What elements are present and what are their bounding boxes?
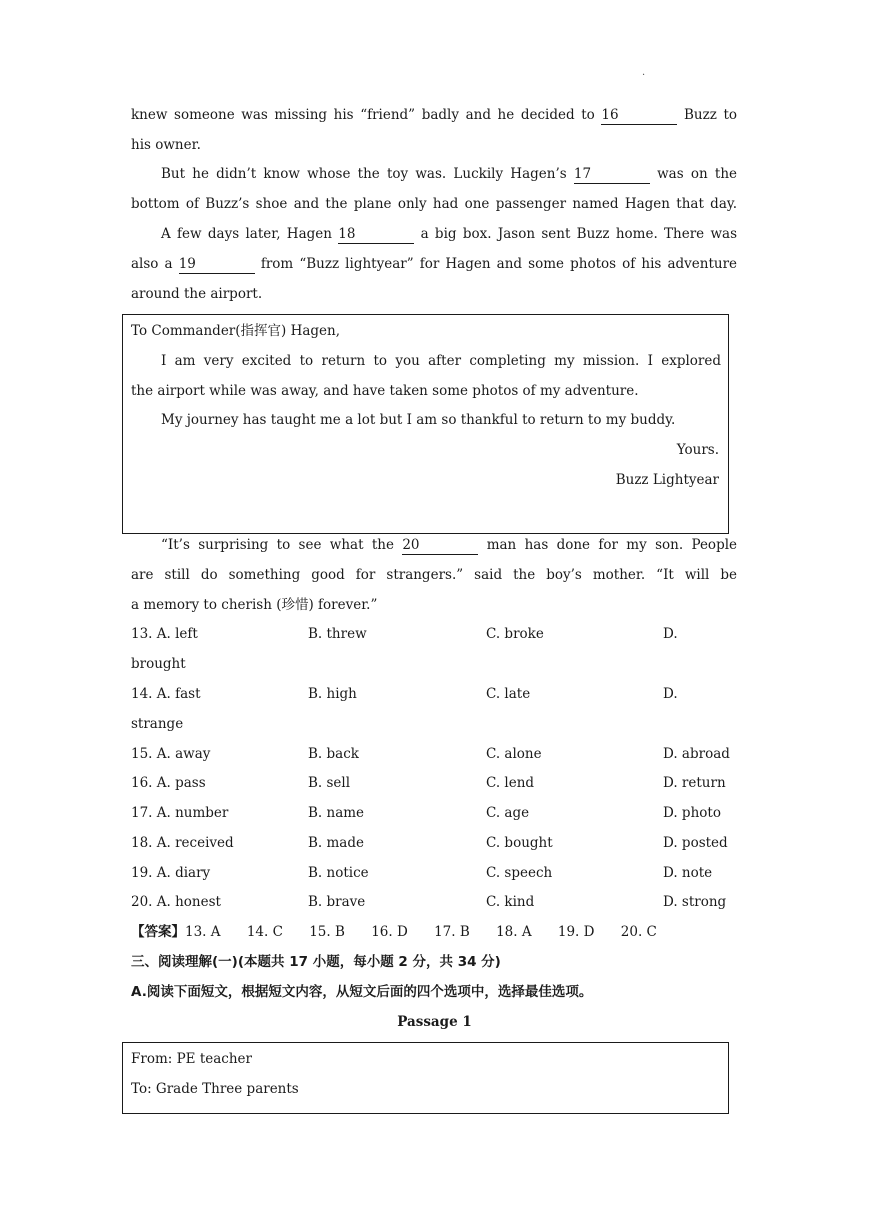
option-b: B. back: [308, 746, 359, 762]
page-marker: ·: [642, 70, 646, 81]
passage-line: around the airport.: [131, 286, 263, 302]
blank-19: 19: [179, 255, 255, 274]
option-b: B. name: [308, 805, 365, 821]
option-b: B. threw: [308, 626, 367, 642]
letter-closing: Yours.: [676, 442, 719, 458]
passage-text: from “Buzz lightyear” for Hagen and some photos of his adventure: [260, 256, 738, 272]
option-c: C. lend: [486, 775, 535, 791]
passage-line: a memory to cherish (珍惜) forever.”: [131, 597, 378, 613]
option-d: D.: [663, 626, 678, 642]
letter-greeting: To Commander(指挥官) Hagen,: [131, 323, 341, 339]
option-c: C. broke: [486, 626, 544, 642]
answer-item: 18. A: [496, 924, 532, 940]
passage-text: was on the: [657, 166, 738, 182]
option-a: 18. A. received: [131, 835, 234, 851]
letter-line: I am very excited to return to you after completing my mission. I explored: [161, 353, 721, 369]
option-a: 14. A. fast: [131, 686, 201, 702]
answer-item: 20. C: [620, 924, 657, 940]
option-d: D. photo: [663, 805, 721, 821]
notice-box: [122, 1042, 729, 1114]
passage-line: [161, 164, 737, 184]
answer-label: 【答案】: [131, 924, 185, 940]
option-c: C. bought: [486, 835, 553, 851]
option-d-text: brought: [131, 656, 186, 672]
passage-text: But he didn’t know whose the toy was. Luckily Hagen’s: [161, 166, 567, 182]
option-c: C. late: [486, 686, 531, 702]
option-d: D. strong: [663, 894, 727, 910]
section-heading: 三、阅读理解(一)(本题共 17 小题，每小题 2 分，共 34 分): [131, 954, 501, 970]
option-c: C. alone: [486, 746, 542, 762]
option-d: D. return: [663, 775, 726, 791]
passage-line: [131, 254, 737, 274]
passage-text: knew someone was missing his “friend” badly and he decided to: [131, 107, 595, 123]
notice-to: To: Grade Three parents: [131, 1081, 299, 1097]
passage-line: are still do something good for strangers.” said the boy’s mother. “It will be: [131, 567, 737, 583]
blank-20: 20: [402, 536, 478, 555]
answer-key: [131, 922, 657, 942]
blank-18: 18: [338, 225, 414, 244]
section-instruction: A.阅读下面短文，根据短文内容，从短文后面的四个选项中，选择最佳选项。: [131, 984, 593, 1000]
option-c: C. speech: [486, 865, 553, 881]
option-c: C. age: [486, 805, 530, 821]
option-c: C. kind: [486, 894, 535, 910]
passage-line: his owner.: [131, 137, 201, 153]
passage-text: Buzz to: [684, 107, 737, 123]
answer-item: 17. B: [434, 924, 470, 940]
passage-line: bottom of Buzz’s shoe and the plane only had one passenger named Hagen that day.: [131, 196, 737, 212]
passage-line: [131, 105, 737, 125]
passage-text: “It’s surprising to see what the: [161, 537, 394, 553]
option-d: D. abroad: [663, 746, 730, 762]
option-b: B. sell: [308, 775, 351, 791]
option-d: D.: [663, 686, 678, 702]
option-b: B. notice: [308, 865, 369, 881]
passage-text: also a: [131, 256, 173, 272]
passage-text: A few days later, Hagen: [161, 226, 332, 242]
option-d-text: strange: [131, 716, 184, 732]
answer-item: 15. B: [309, 924, 345, 940]
option-a: 13. A. left: [131, 626, 198, 642]
letter-box: [122, 314, 729, 534]
passage-text: a big box. Jason sent Buzz home. There was: [420, 226, 738, 242]
option-b: B. brave: [308, 894, 366, 910]
option-a: 15. A. away: [131, 746, 211, 762]
passage-line: [161, 535, 737, 555]
blank-16: 16: [601, 106, 677, 125]
answer-item: 19. D: [557, 924, 595, 940]
passage-line: [161, 224, 737, 244]
option-b: B. high: [308, 686, 357, 702]
letter-signature: Buzz Lightyear: [615, 472, 719, 488]
notice-from: From: PE teacher: [131, 1051, 252, 1067]
option-d: D. note: [663, 865, 713, 881]
option-a: 16. A. pass: [131, 775, 206, 791]
option-a: 19. A. diary: [131, 865, 211, 881]
letter-line: the airport while was away, and have taken some photos of my adventure.: [131, 383, 639, 399]
passage-text: man has done for my son. People: [486, 537, 738, 553]
answer-item: 14. C: [246, 924, 283, 940]
letter-line: My journey has taught me a lot but I am so thankful to return to my buddy.: [161, 412, 676, 428]
blank-17: 17: [574, 165, 650, 184]
option-b: B. made: [308, 835, 364, 851]
option-a: 17. A. number: [131, 805, 229, 821]
passage-title: Passage 1: [397, 1014, 472, 1030]
answer-item: 16. D: [371, 924, 408, 940]
answer-item: 13. A: [185, 924, 221, 940]
option-a: 20. A. honest: [131, 894, 221, 910]
option-d: D. posted: [663, 835, 728, 851]
